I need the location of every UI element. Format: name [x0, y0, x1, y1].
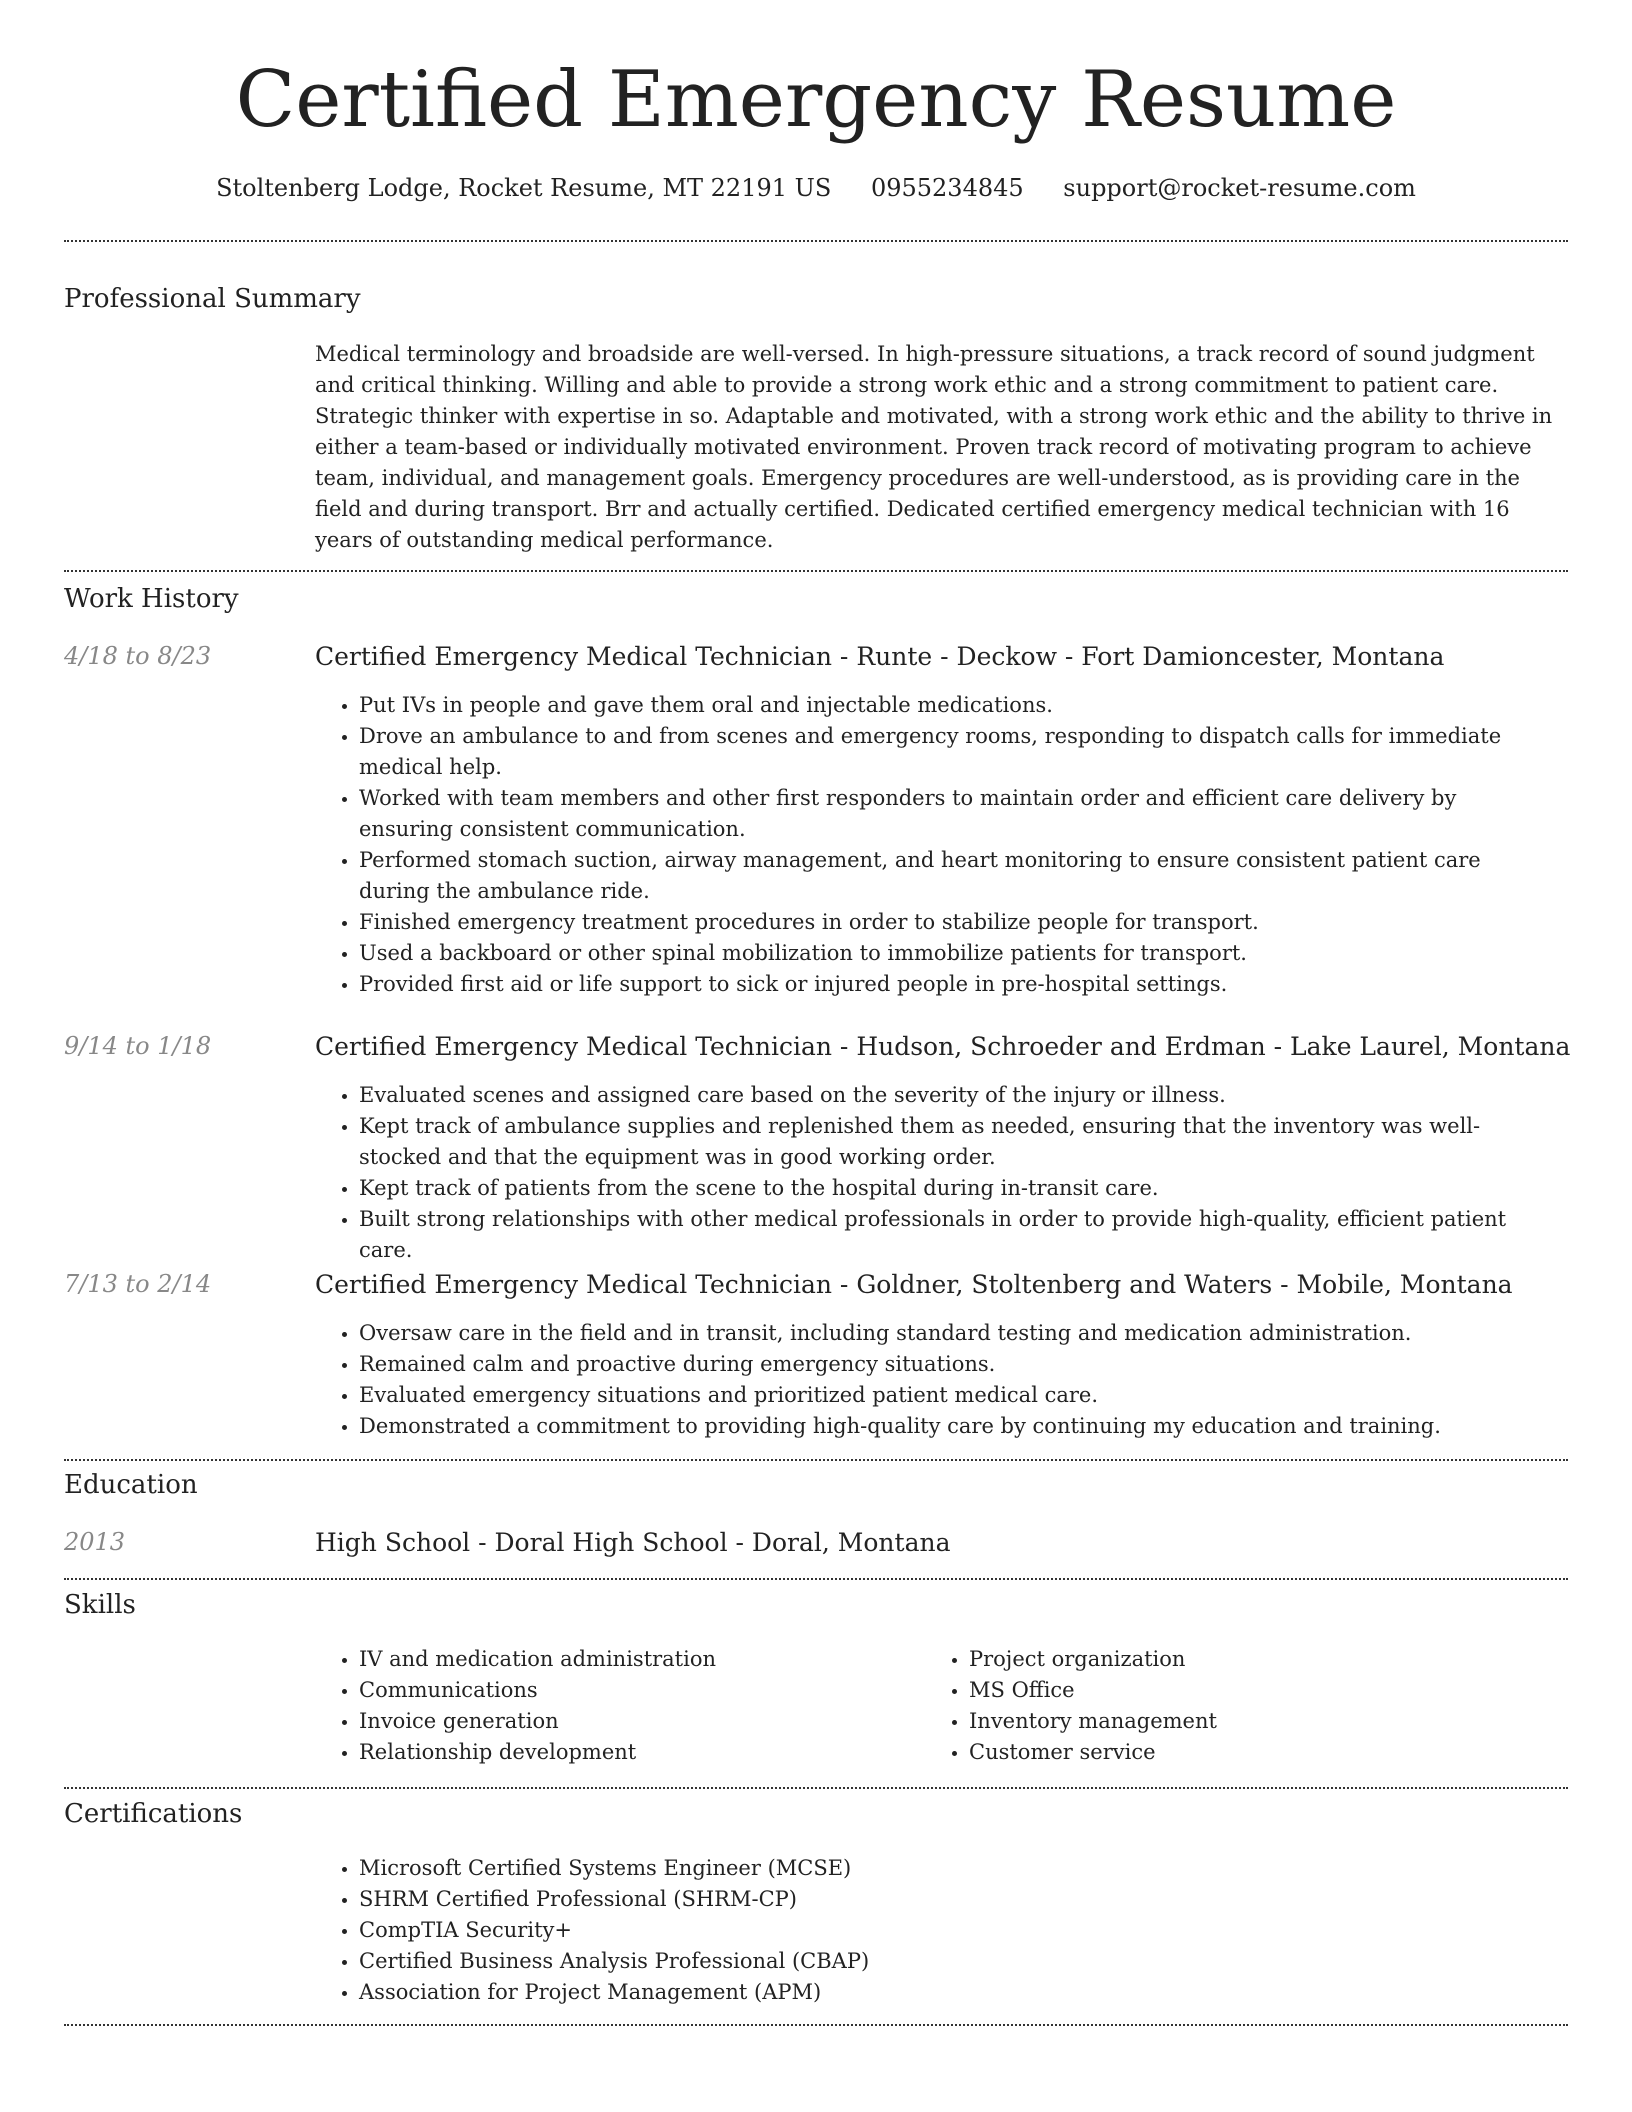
divider: [64, 1787, 1568, 1789]
job-bullet: • Finished emergency treatment procedures in order to stabilize people for transport.: [359, 907, 1555, 938]
job-bullets: [315, 1318, 1555, 1442]
job-bullet: • Kept track of ambulance supplies and replenished them as needed, ensuring that the inventory was well-stocked and that the equipment was in good working order.: [359, 1111, 1555, 1173]
education-heading: High School - Doral High School - Doral, Montana: [315, 1528, 951, 1557]
job-heading: Certified Emergency Medical Technician - Hudson, Schroeder and Erdman - Lake Laurel, Montana: [315, 1032, 1571, 1061]
job-bullet: • Provided first aid or life support to sick or injured people in pre-hospital settings.: [359, 969, 1555, 1000]
certification-item: • Microsoft Certified Systems Engineer (MCSE): [359, 1853, 1555, 1884]
skill-item: • Invoice generation: [359, 1706, 915, 1737]
certification-item: • Association for Project Management (APM): [359, 1977, 1555, 2008]
job-dates: 4/18 to 8/23: [64, 642, 212, 670]
divider: [64, 1578, 1568, 1580]
job-bullet: • Evaluated scenes and assigned care based on the severity of the injury or illness.: [359, 1080, 1555, 1111]
education-date: 2013: [64, 1528, 126, 1556]
job-bullet: • Kept track of patients from the scene to the hospital during in-transit care.: [359, 1173, 1555, 1204]
certifications-list: [315, 1853, 1555, 2008]
contact-line: [64, 172, 1568, 204]
job-dates: 7/13 to 2/14: [64, 1270, 212, 1298]
section-title-education: Education: [64, 1470, 198, 1500]
skill-item: • Communications: [359, 1675, 915, 1706]
job-bullet: • Drove an ambulance to and from scenes and emergency rooms, responding to dispatch calls for immediate medical help.: [359, 721, 1555, 783]
section-title-certifications: Certifications: [64, 1799, 243, 1829]
skill-item: • Inventory management: [969, 1706, 1525, 1737]
job-bullet: • Evaluated emergency situations and prioritized patient medical care.: [359, 1380, 1555, 1411]
job-bullet: • Oversaw care in the field and in transit, including standard testing and medication administration.: [359, 1318, 1555, 1349]
job-bullets: [315, 690, 1555, 1000]
skill-item: • MS Office: [969, 1675, 1525, 1706]
contact-email: support@rocket-resume.com: [1063, 174, 1416, 202]
job-bullets: [315, 1080, 1555, 1266]
summary-text: Medical terminology and broadside are well-versed. In high-pressure situations, a track record of sound judgment and critical thinking. Willing and able to provide a strong work ethic and a strong commitment to patient care. Strategic thinker with expertise in so. Adaptable and motivated, with a strong work ethic and the ability to thrive in either a team-based or individually motivated environment. Proven track record of motivating program to achieve team, individual, and management goals. Emergency procedures are well-understood, as is providing care in the field and during transport. Brr and actually certified. Dedicated certified emergency medical technician with 16 years of outstanding medical performance.: [315, 342, 1553, 552]
contact-address: Stoltenberg Lodge, Rocket Resume, MT 22191 US: [216, 174, 832, 202]
certification-item: • SHRM Certified Professional (SHRM-CP): [359, 1884, 1555, 1915]
job-bullet: • Built strong relationships with other medical professionals in order to provide high-quality, efficient patient care.: [359, 1204, 1555, 1266]
skill-item: • Relationship development: [359, 1737, 915, 1768]
job-bullet: • Demonstrated a commitment to providing high-quality care by continuing my education and training.: [359, 1411, 1555, 1442]
job-bullet: • Used a backboard or other spinal mobilization to immobilize patients for transport.: [359, 938, 1555, 969]
divider: [64, 2024, 1568, 2026]
contact-phone: 0955234845: [870, 174, 1024, 202]
certification-item: • CompTIA Security+: [359, 1915, 1555, 1946]
divider: [64, 1459, 1568, 1461]
skill-item: • IV and medication administration: [359, 1644, 915, 1675]
job-bullet: • Remained calm and proactive during emergency situations.: [359, 1349, 1555, 1380]
section-title-skills: Skills: [64, 1590, 136, 1620]
divider: [64, 570, 1568, 572]
divider: [64, 240, 1568, 242]
job-bullet: • Put IVs in people and gave them oral and injectable medications.: [359, 690, 1555, 721]
resume-name: Certified Emergency Resume: [235, 55, 1397, 145]
job-bullet: • Performed stomach suction, airway management, and heart monitoring to ensure consistent patient care during the ambulance ride.: [359, 845, 1555, 907]
skill-item: • Customer service: [969, 1737, 1525, 1768]
section-title-summary: Professional Summary: [64, 284, 361, 314]
certification-item: • Certified Business Analysis Professional (CBAP): [359, 1946, 1555, 1977]
job-heading: Certified Emergency Medical Technician - Runte - Deckow - Fort Damioncester, Montana: [315, 642, 1445, 671]
job-bullet: • Worked with team members and other first responders to maintain order and efficient care delivery by ensuring consistent communication.: [359, 783, 1555, 845]
job-heading: Certified Emergency Medical Technician - Goldner, Stoltenberg and Waters - Mobile, Montana: [315, 1270, 1513, 1299]
section-title-work-history: Work History: [64, 584, 239, 614]
skills-list-right: [925, 1644, 1525, 1768]
skill-item: • Project organization: [969, 1644, 1525, 1675]
skills-list-left: [315, 1644, 915, 1768]
job-dates: 9/14 to 1/18: [64, 1032, 212, 1060]
